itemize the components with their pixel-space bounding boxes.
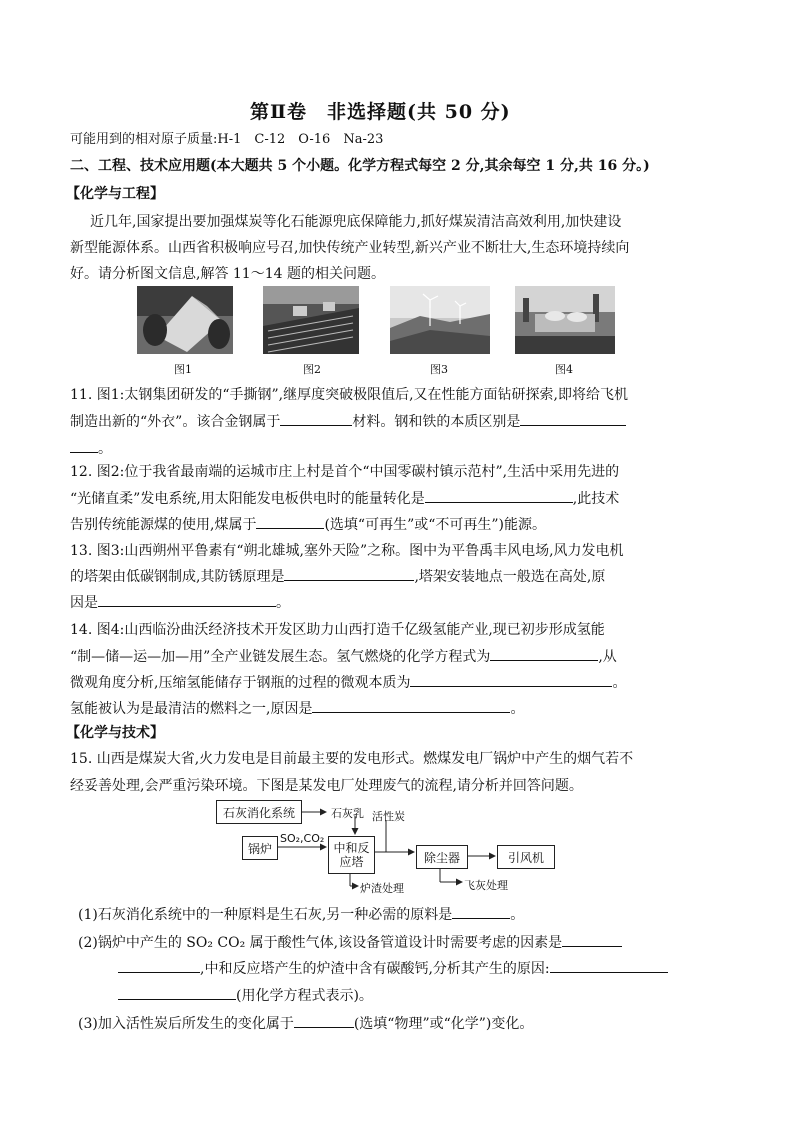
q14-line-2: “制—储—运—加—用”全产业链发展生态。氢气燃烧的化学方程式为 ,从 <box>70 646 617 666</box>
q15-part-2-line-3: (用化学方程式表示)。 <box>118 985 373 1005</box>
q15-part-2-line-2: ,中和反应塔产生的炉渣中含有碳酸钙,分析其产生的原因: <box>118 958 668 978</box>
q11-line-3: 。 <box>70 438 112 458</box>
q11-line-1: 11. 图1:太钢集团研发的“手撕钢”,继厚度突破极限值后,又在性能方面钻研探索,即将给飞机 <box>70 387 629 403</box>
q15-blank-4[interactable] <box>294 1013 354 1028</box>
q13-line-2: 的塔架由低碳钢制成,其防锈原理是 ,塔架安装地点一般选在高处,原 <box>70 566 605 586</box>
q14-line-4: 氢能被认为是最清洁的燃料之一,原因是 。 <box>70 698 524 718</box>
q15-line-1: 15. 山西是煤炭大省,火力发电是目前最主要的发电形式。燃煤发电厂锅炉中产生的烟气若不 <box>70 751 634 767</box>
flow-boiler: 锅炉 <box>242 836 278 860</box>
flow-ash: 飞灰处理 <box>464 879 508 892</box>
intro-line-3: 好。请分析图文信息,解答 11～14 题的相关问题。 <box>70 266 385 282</box>
intro-line-1: 近几年,国家提出要加强煤炭等化石能源兜底保障能力,抓好煤炭清洁高效利用,加快建设 <box>90 214 622 230</box>
q15-blank-2[interactable] <box>562 932 622 947</box>
page-title: 第Ⅱ卷 非选择题(共 50 分) <box>250 101 511 123</box>
subsection-chem-tech: 【化学与技术】 <box>66 725 164 741</box>
q15-blank-1[interactable] <box>452 904 510 919</box>
q15-line-2: 经妥善处理,会严重污染环境。下图是某发电厂处理废气的流程,请分析并回答问题。 <box>70 778 583 794</box>
flow-gases: SO₂,CO₂ <box>280 832 325 845</box>
q12-line-3: 告别传统能源煤的使用,煤属于 (选填“可再生”或“不可再生”)能源。 <box>70 514 546 534</box>
atomic-masses: 可能用到的相对原子质量:H-1 C-12 O-16 Na-23 <box>70 132 384 147</box>
q15-part-2-line-1: (2)锅炉中产生的 SO₂ CO₂ 属于酸性气体,该设备管道设计时需要考虑的因素是 <box>78 932 622 952</box>
q11-line-2: 制造出新的“外衣”。该合金钢属于 材料。钢和铁的本质区别是 <box>70 411 626 431</box>
q15-blank-3-cont[interactable] <box>118 985 236 1000</box>
section-heading: 二、工程、技术应用题(本大题共 5 个小题。化学方程式每空 2 分,其余每空 1 分,共 16 分。) <box>70 158 650 174</box>
q12-line-1: 12. 图2:位于我省最南端的运城市庄上村是首个“中国零碳村镇示范村”,生活中采用先进的 <box>70 464 620 480</box>
figure-1-caption: 图1 <box>174 363 192 376</box>
flow-slag: 炉渣处理 <box>360 882 404 895</box>
q15-part-3: (3)加入活性炭后所发生的变化属于 (选填“物理”或“化学”)变化。 <box>78 1013 533 1033</box>
figure-2-caption: 图2 <box>303 363 321 376</box>
q14-line-3: 微观角度分析,压缩氢能储存于钢瓶的过程的微观本质为 。 <box>70 672 626 692</box>
q15-blank-3[interactable] <box>550 958 668 973</box>
q13-line-3: 因是 。 <box>70 592 290 612</box>
q12-line-2: “光储直柔”发电系统,用太阳能发电板供电时的能量转化是 ,此技术 <box>70 488 619 508</box>
q14-line-1: 14. 图4:山西临汾曲沃经济技术开发区助力山西打造千亿级氢能产业,现已初步形成氢能 <box>70 622 605 638</box>
flow-dust-collector: 除尘器 <box>416 845 468 869</box>
flow-fan: 引风机 <box>497 845 555 869</box>
intro-line-2: 新型能源体系。山西省积极响应号召,加快传统产业转型,新兴产业不断壮大,生态环境持续向 <box>70 240 630 256</box>
subsection-chem-engineering: 【化学与工程】 <box>66 186 164 202</box>
figure-3-caption: 图3 <box>430 363 448 376</box>
figure-4-caption: 图4 <box>555 363 573 376</box>
q15-part-1: (1)石灰消化系统中的一种原料是生石灰,另一种必需的原料是 。 <box>78 904 524 924</box>
flow-tower: 中和反应塔 <box>328 836 375 874</box>
flow-lime-system: 石灰消化系统 <box>216 800 302 824</box>
q13-line-1: 13. 图3:山西朔州平鲁素有“朔北雄城,塞外天险”之称。图中为平鲁禹丰风电场,风力发电机 <box>70 543 624 559</box>
q15-blank-2-cont[interactable] <box>118 958 200 973</box>
flow-activated-carbon: 活性炭 <box>372 810 405 823</box>
flow-lime-milk: 石灰乳 <box>331 807 364 820</box>
